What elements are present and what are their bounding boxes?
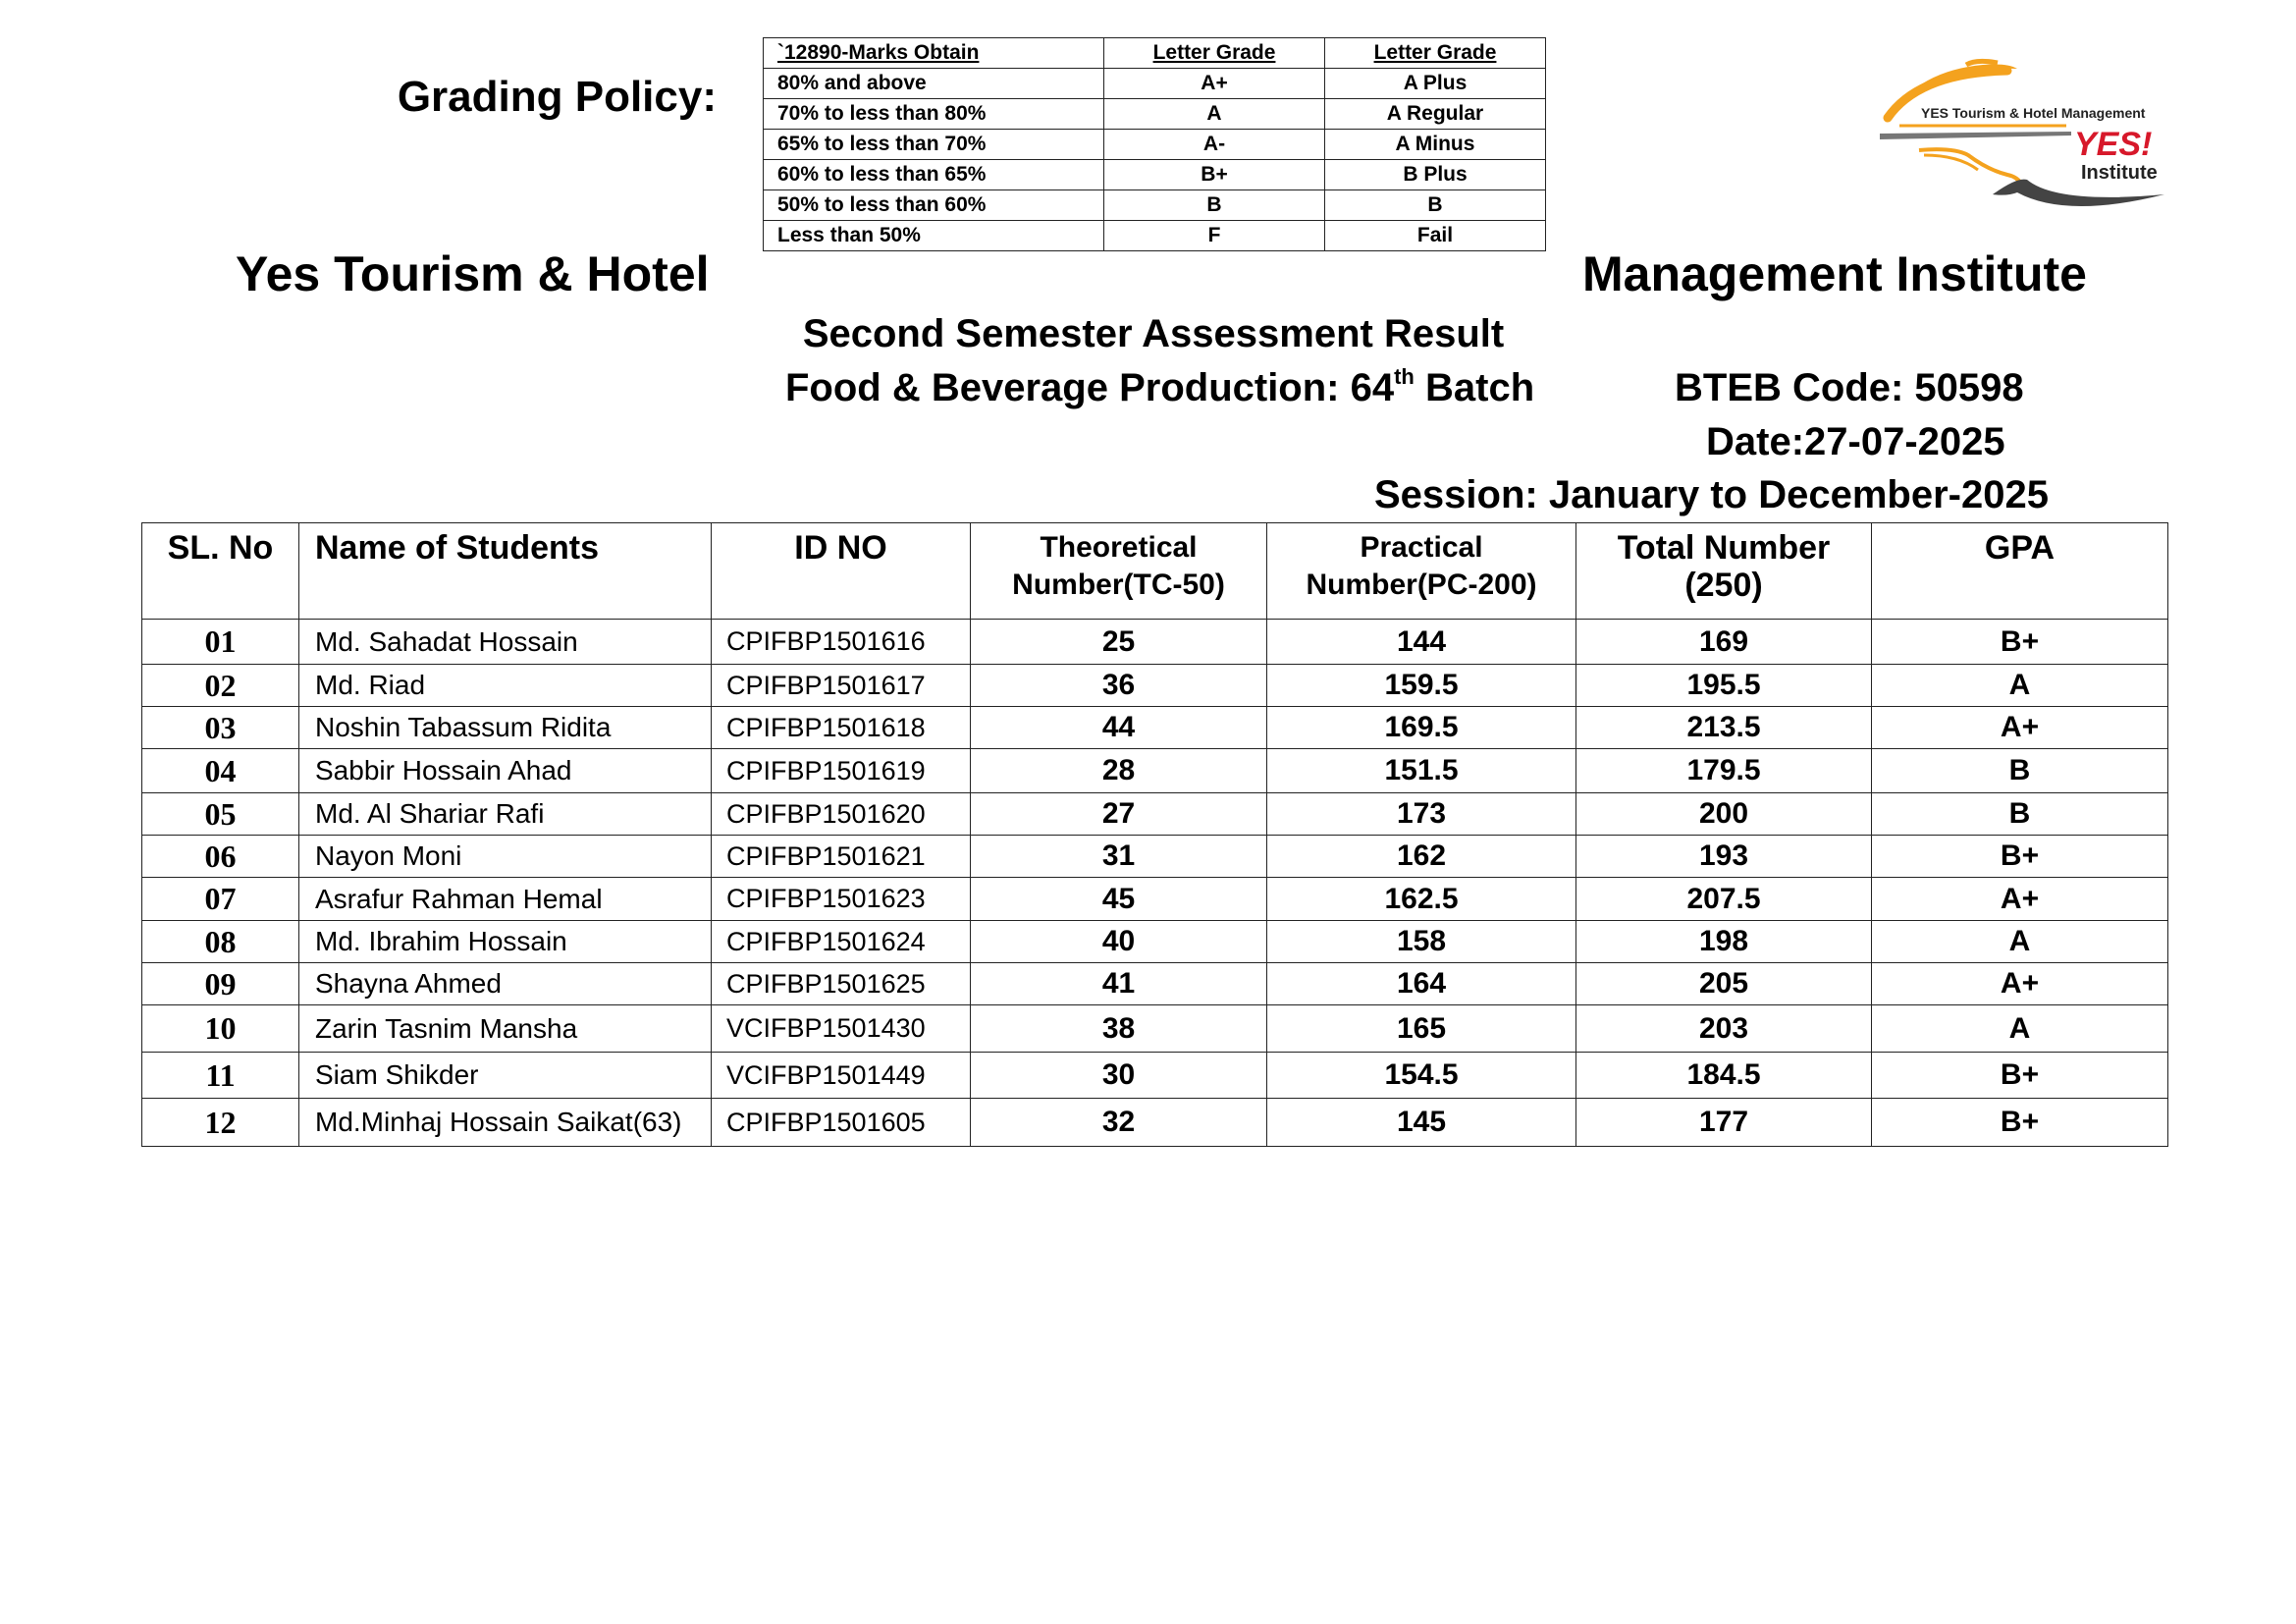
total-marks: 213.5: [1576, 707, 1872, 749]
result-subtitle: Second Semester Assessment Result: [802, 312, 1505, 355]
sl-number: 11: [142, 1053, 299, 1099]
theoretical-marks: 25: [971, 620, 1267, 665]
student-name: Sabbir Hossain Ahad: [299, 749, 712, 793]
grading-row: [764, 99, 1546, 130]
theoretical-marks: 28: [971, 749, 1267, 793]
total-marks: 193: [1576, 836, 1872, 878]
grade-letter: A+: [1104, 69, 1325, 99]
grading-row: [764, 69, 1546, 99]
theoretical-marks: 40: [971, 921, 1267, 963]
grade-range: 60% to less than 65%: [764, 160, 1104, 190]
total-marks: 169: [1576, 620, 1872, 665]
results-table: [141, 522, 2168, 1147]
column-student-name: Name of Students: [299, 523, 712, 620]
grade-range: Less than 50%: [764, 221, 1104, 251]
column-id-no: ID NO: [712, 523, 971, 620]
result-date: Date:27-07-2025: [1706, 420, 2005, 463]
gpa-grade: B+: [1872, 1053, 2168, 1099]
gpa-grade: A: [1872, 1005, 2168, 1053]
grade-name: A Plus: [1325, 69, 1546, 99]
total-marks: 179.5: [1576, 749, 1872, 793]
sl-number: 05: [142, 793, 299, 836]
student-row: [142, 878, 2168, 921]
student-name: Md. Ibrahim Hossain: [299, 921, 712, 963]
total-marks: 205: [1576, 963, 1872, 1005]
grade-name: A Minus: [1325, 130, 1546, 160]
total-marks: 195.5: [1576, 665, 1872, 707]
practical-marks: 162: [1267, 836, 1576, 878]
student-name: Asrafur Rahman Hemal: [299, 878, 712, 921]
gpa-grade: B+: [1872, 620, 2168, 665]
session-info: Session: January to December-2025: [1374, 473, 2049, 516]
student-name: Md. Riad: [299, 665, 712, 707]
sl-number: 09: [142, 963, 299, 1005]
gpa-grade: A+: [1872, 878, 2168, 921]
student-name: Zarin Tasnim Mansha: [299, 1005, 712, 1053]
grade-letter: A: [1104, 99, 1325, 130]
grading-row: [764, 130, 1546, 160]
grade-range: 65% to less than 70%: [764, 130, 1104, 160]
column-theoretical: Theoretical Number(TC-50): [971, 523, 1267, 620]
theoretical-marks: 30: [971, 1053, 1267, 1099]
header-letter-grade: Letter Grade: [1104, 38, 1325, 69]
gpa-grade: B: [1872, 749, 2168, 793]
student-row: [142, 1005, 2168, 1053]
sl-number: 02: [142, 665, 299, 707]
student-row: [142, 921, 2168, 963]
practical-marks: 164: [1267, 963, 1576, 1005]
batch-ordinal: th: [1394, 364, 1415, 389]
svg-text:YES!: YES!: [2074, 126, 2153, 163]
svg-text:YES Tourism & Hotel Management: YES Tourism & Hotel Management: [1921, 105, 2146, 121]
sl-number: 08: [142, 921, 299, 963]
student-name: Md.Minhaj Hossain Saikat(63): [299, 1099, 712, 1147]
total-marks: 203: [1576, 1005, 1872, 1053]
theoretical-marks: 45: [971, 878, 1267, 921]
institute-logo: [1860, 57, 2194, 214]
institute-title-left: Yes Tourism & Hotel: [236, 246, 710, 301]
student-id: CPIFBP1501620: [712, 793, 971, 836]
student-id: CPIFBP1501616: [712, 620, 971, 665]
student-id: CPIFBP1501619: [712, 749, 971, 793]
grading-row: [764, 190, 1546, 221]
student-id: CPIFBP1501623: [712, 878, 971, 921]
student-row: [142, 707, 2168, 749]
sl-number: 06: [142, 836, 299, 878]
gpa-grade: B: [1872, 793, 2168, 836]
student-name: Noshin Tabassum Ridita: [299, 707, 712, 749]
practical-marks: 165: [1267, 1005, 1576, 1053]
svg-text:Institute: Institute: [2081, 162, 2158, 184]
batch-line: [785, 366, 1534, 410]
student-name: Shayna Ahmed: [299, 963, 712, 1005]
gpa-grade: B+: [1872, 1099, 2168, 1147]
grade-name: A Regular: [1325, 99, 1546, 130]
theoretical-marks: 27: [971, 793, 1267, 836]
practical-marks: 145: [1267, 1099, 1576, 1147]
grading-row: [764, 160, 1546, 190]
grade-range: 50% to less than 60%: [764, 190, 1104, 221]
student-row: [142, 665, 2168, 707]
practical-marks: 158: [1267, 921, 1576, 963]
grade-name: B Plus: [1325, 160, 1546, 190]
institute-title-right: Management Institute: [1582, 246, 2087, 301]
grade-range: 70% to less than 80%: [764, 99, 1104, 130]
student-id: CPIFBP1501618: [712, 707, 971, 749]
student-row: [142, 1053, 2168, 1099]
grade-name: B: [1325, 190, 1546, 221]
sl-number: 03: [142, 707, 299, 749]
theoretical-marks: 38: [971, 1005, 1267, 1053]
student-row: [142, 620, 2168, 665]
student-id: VCIFBP1501449: [712, 1053, 971, 1099]
student-row: [142, 1099, 2168, 1147]
sl-number: 10: [142, 1005, 299, 1053]
grade-letter: A-: [1104, 130, 1325, 160]
results-header-row: [142, 523, 2168, 620]
theoretical-marks: 32: [971, 1099, 1267, 1147]
student-id: VCIFBP1501430: [712, 1005, 971, 1053]
theoretical-marks: 44: [971, 707, 1267, 749]
sl-number: 07: [142, 878, 299, 921]
student-row: [142, 749, 2168, 793]
student-id: CPIFBP1501617: [712, 665, 971, 707]
practical-marks: 162.5: [1267, 878, 1576, 921]
cloche-logo-icon: [1860, 57, 2194, 214]
student-id: CPIFBP1501605: [712, 1099, 971, 1147]
grading-table-header: [764, 38, 1546, 69]
student-name: Md. Sahadat Hossain: [299, 620, 712, 665]
student-id: CPIFBP1501625: [712, 963, 971, 1005]
column-sl-no: SL. No: [142, 523, 299, 620]
student-name: Md. Al Shariar Rafi: [299, 793, 712, 836]
grade-range: 80% and above: [764, 69, 1104, 99]
header-marks-obtain: `12890-Marks Obtain: [764, 38, 1104, 69]
theoretical-marks: 36: [971, 665, 1267, 707]
theoretical-marks: 41: [971, 963, 1267, 1005]
student-id: CPIFBP1501621: [712, 836, 971, 878]
sl-number: 12: [142, 1099, 299, 1147]
practical-marks: 173: [1267, 793, 1576, 836]
student-id: CPIFBP1501624: [712, 921, 971, 963]
total-marks: 177: [1576, 1099, 1872, 1147]
total-marks: 200: [1576, 793, 1872, 836]
gpa-grade: A+: [1872, 963, 2168, 1005]
student-name: Nayon Moni: [299, 836, 712, 878]
student-name: Siam Shikder: [299, 1053, 712, 1099]
practical-marks: 144: [1267, 620, 1576, 665]
practical-marks: 159.5: [1267, 665, 1576, 707]
practical-marks: 169.5: [1267, 707, 1576, 749]
gpa-grade: A+: [1872, 707, 2168, 749]
bteb-code: BTEB Code: 50598: [1675, 366, 2024, 409]
total-marks: 198: [1576, 921, 1872, 963]
grading-policy-table: [763, 37, 1546, 251]
grade-letter: B+: [1104, 160, 1325, 190]
column-practical: Practical Number(PC-200): [1267, 523, 1576, 620]
student-row: [142, 836, 2168, 878]
student-row: [142, 963, 2168, 1005]
grading-row: [764, 221, 1546, 251]
grade-letter: F: [1104, 221, 1325, 251]
practical-marks: 154.5: [1267, 1053, 1576, 1099]
header-letter-grade-name: Letter Grade: [1325, 38, 1546, 69]
gpa-grade: B+: [1872, 836, 2168, 878]
grading-policy-label: Grading Policy:: [397, 73, 717, 121]
total-marks: 207.5: [1576, 878, 1872, 921]
gpa-grade: A: [1872, 665, 2168, 707]
grade-letter: B: [1104, 190, 1325, 221]
sl-number: 04: [142, 749, 299, 793]
batch-suffix: Batch: [1414, 366, 1535, 409]
batch-prefix: Food & Beverage Production: 64: [785, 366, 1395, 409]
column-gpa: GPA: [1872, 523, 2168, 620]
student-row: [142, 793, 2168, 836]
total-marks: 184.5: [1576, 1053, 1872, 1099]
gpa-grade: A: [1872, 921, 2168, 963]
sl-number: 01: [142, 620, 299, 665]
practical-marks: 151.5: [1267, 749, 1576, 793]
grade-name: Fail: [1325, 221, 1546, 251]
theoretical-marks: 31: [971, 836, 1267, 878]
column-total: Total Number (250): [1576, 523, 1872, 620]
